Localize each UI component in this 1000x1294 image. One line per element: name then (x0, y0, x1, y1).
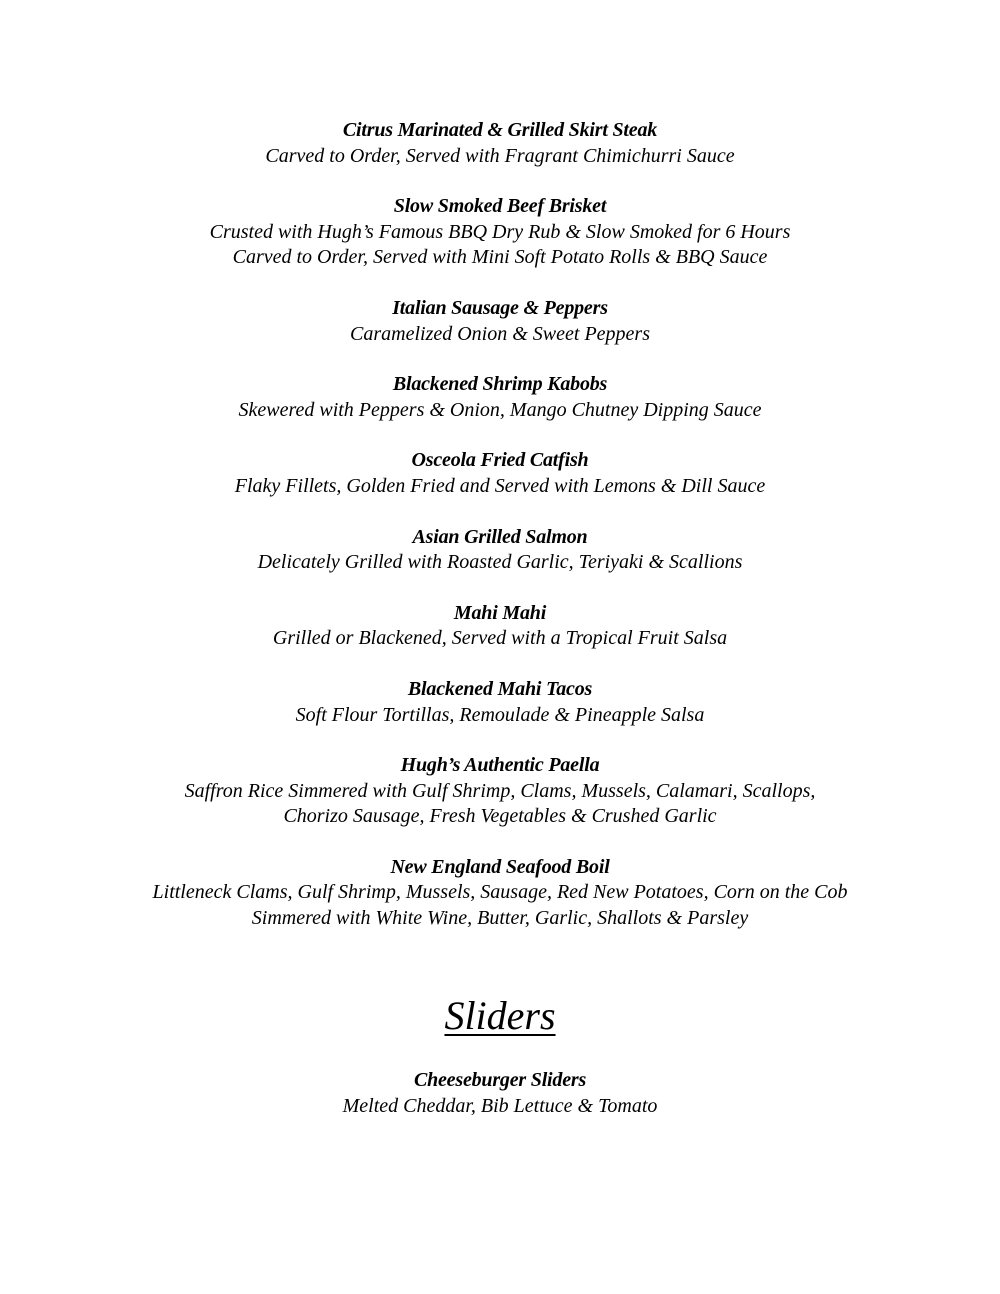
menu-item (0, 855, 1000, 932)
menu-item-description: Chorizo Sausage, Fresh Vegetables & Crushed Garlic (283, 805, 717, 828)
menu-item-title: Mahi Mahi (453, 601, 547, 624)
menu-item (0, 194, 1000, 271)
menu-item (0, 1068, 1000, 1119)
menu-item-title: Cheeseburger Sliders (413, 1069, 587, 1091)
menu-item-title: Italian Sausage & Peppers (392, 296, 608, 319)
menu-item-description: Delicately Grilled with Roasted Garlic, Teriyaki & Scallions (257, 551, 743, 574)
menu-item-description: Soft Flour Tortillas, Remoulade & Pineapple Salsa (295, 703, 705, 726)
sliders-section (0, 1068, 1000, 1144)
sliders-heading (0, 992, 1000, 1040)
menu-item-description: Caramelized Onion & Sweet Peppers (350, 322, 650, 345)
menu-item-description: Carved to Order, Served with Mini Soft Potato Rolls & BBQ Sauce (232, 246, 768, 269)
menu-item (0, 525, 1000, 576)
menu-item-title: Slow Smoked Beef Brisket (393, 195, 607, 218)
menu-item-title: Citrus Marinated & Grilled Skirt Steak (342, 119, 658, 141)
menu-item-description: Carved to Order, Served with Fragrant Chimichurri Sauce (265, 144, 735, 167)
menu-item-title: Blackened Mahi Tacos (407, 677, 593, 700)
menu-item (0, 372, 1000, 423)
section-heading-text: Sliders (444, 993, 556, 1038)
menu-item-title: Blackened Shrimp Kabobs (392, 373, 608, 396)
menu-item (0, 448, 1000, 499)
menu-item (0, 677, 1000, 728)
menu-item (0, 601, 1000, 652)
menu-item-description: Melted Cheddar, Bib Lettuce & Tomato (342, 1094, 658, 1117)
menu-item-description: Simmered with White Wine, Butter, Garlic, Shallots & Parsley (251, 907, 749, 930)
menu-item-description: Saffron Rice Simmered with Gulf Shrimp, Clams, Mussels, Calamari, Scallops, (184, 779, 816, 802)
menu-item-title: Osceola Fried Catfish (411, 449, 589, 472)
menu-item-description: Littleneck Clams, Gulf Shrimp, Mussels, Sausage, Red New Potatoes, Corn on the Cob (152, 881, 848, 904)
menu-item-description: Grilled or Blackened, Served with a Tropical Fruit Salsa (272, 627, 728, 650)
menu-item (0, 118, 1000, 169)
menu-item-title: Hugh’s Authentic Paella (400, 754, 600, 777)
menu-item-description: Crusted with Hugh’s Famous BBQ Dry Rub & Slow Smoked for 6 Hours (209, 220, 791, 243)
menu-item-title: Asian Grilled Salmon (412, 525, 588, 548)
menu-item (0, 753, 1000, 830)
menu-item-description: Skewered with Peppers & Onion, Mango Chutney Dipping Sauce (238, 398, 762, 421)
menu-item-description: Flaky Fillets, Golden Fried and Served with Lemons & Dill Sauce (234, 474, 766, 497)
menu-item (0, 296, 1000, 347)
menu-items-section (0, 118, 1000, 957)
menu-item-title: New England Seafood Boil (390, 855, 610, 878)
